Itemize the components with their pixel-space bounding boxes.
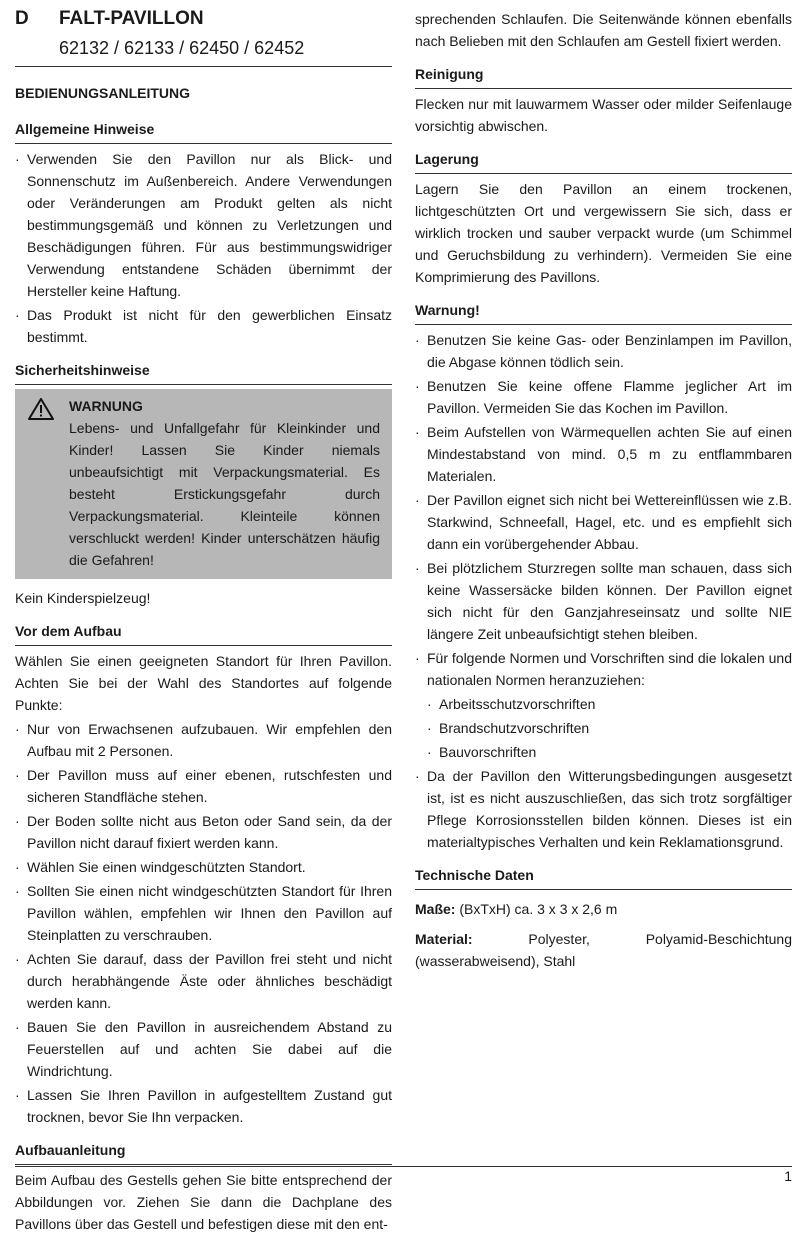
list-item: · Achten Sie darauf, dass der Pavillon frei steht und nicht durch herabhängende Äste oder ähnliches beschädigt werden kann.: [15, 948, 392, 1014]
storage-text: Lagern Sie den Pavillon an einem trockenen, lichtgeschützten Ort und vergewissern Sie sich, dass er wirklich trocken und sauber verpackt wurde (um Schimmel und Geruchsbildung zu verhindern). Vermeiden Sie eine Komprimierung des Pavillons.: [415, 181, 792, 285]
storage-section: [415, 149, 792, 288]
list-item: · Verwenden Sie den Pavillon nur als Blick- und Sonnenschutz im Außenbereich. Andere Verwendungen oder Veränderungen am Produkt gelten als nicht bestimmungsgemäß und können zu Verletzungen und Beschädigungen führen. Für aus bestimmungswidriger Verwendung entstandene Schäden übernimmt der Hersteller keine Haftung.: [15, 148, 392, 302]
warning-title: WARNUNG: [69, 398, 143, 414]
assembly-text: Beim Aufbau des Gestells gehen Sie bitte entsprechend der Abbildungen vor. Ziehen Sie dann die Dachplane des Pavillons über das Gestell und befestigen diese mit den ent-: [15, 1172, 392, 1232]
list-item: · Bauen Sie den Pavillon in ausreichendem Abstand zu Feuerstellen auf und achten Sie dabei auf die Windrichtung.: [15, 1016, 392, 1082]
general-list: [15, 148, 392, 348]
list-item: · Das Produkt ist nicht für den gewerblichen Einsatz bestimmt.: [15, 304, 392, 348]
header-rule: [15, 66, 392, 67]
list-item: · Benutzen Sie keine Gas- oder Benzinlampen im Pavillon, die Abgase können tödlich sein.: [415, 329, 792, 373]
cleaning-heading: Reinigung: [415, 64, 792, 89]
language-code: D: [15, 8, 29, 29]
list-item: · Benutzen Sie keine offene Flamme jeglicher Art im Pavillon. Vermeiden Sie das Kochen im Pavillon.: [415, 375, 792, 419]
cleaning-text: Flecken nur mit lauwarmem Wasser oder milder Seifenlauge vorsichtig abwischen.: [415, 96, 792, 134]
list-item: · Lassen Sie Ihren Pavillon in aufgestelltem Zustand gut trocknen, bevor Sie Ihn verpacken.: [15, 1084, 392, 1128]
page-number: 1: [784, 1168, 792, 1184]
general-section: [15, 119, 392, 348]
right-column: [415, 8, 792, 972]
dimensions-label: Maße:: [415, 901, 456, 917]
warning-heading: Warnung!: [415, 300, 792, 325]
list-item: · Nur von Erwachsenen aufzubauen. Wir empfehlen den Aufbau mit 2 Personen.: [15, 718, 392, 762]
document-title: BEDIENUNGSANLEITUNG: [15, 85, 191, 101]
warning-sub-list: [415, 693, 792, 763]
list-item: · Der Pavillon eignet sich nicht bei Wettereinflüssen wie z.B. Starkwind, Schneefall, Hagel, etc. und es empfiehlt sich dann ein vorübergehender Abbau.: [415, 489, 792, 555]
before-section: [15, 621, 392, 1128]
assembly-text-continued: sprechenden Schlaufen. Die Seitenwände können ebenfalls nach Belieben mit den Schlaufen am Gestell fixiert werden.: [415, 11, 792, 49]
left-column: [15, 8, 392, 1235]
list-item: · Sollten Sie einen nicht windgeschützten Standort für Ihren Pavillon wählen, empfehlen wir Ihnen den Pavillon auf Steinplatten zu verschrauben.: [15, 880, 392, 946]
warning-section: [415, 300, 792, 853]
footer-rule: [15, 1166, 792, 1167]
tech-section: [415, 865, 792, 972]
general-heading: Allgemeine Hinweise: [15, 119, 392, 144]
safety-note: Kein Kinderspielzeug!: [15, 590, 151, 606]
assembly-section: [15, 1140, 392, 1235]
list-item: · Der Pavillon muss auf einer ebenen, rutschfesten und sicheren Standfläche stehen.: [15, 764, 392, 808]
warning-list: [415, 329, 792, 691]
list-item: · Brandschutzvorschriften: [427, 717, 792, 739]
before-intro: Wählen Sie einen geeigneten Standort für Ihren Pavillon. Achten Sie bei der Wahl des Standortes auf folgende Punkte:: [15, 653, 392, 713]
before-list: [15, 718, 392, 1128]
cleaning-section: [415, 64, 792, 137]
safety-heading: Sicherheitshinweise: [15, 360, 392, 385]
warning-triangle-icon: [27, 395, 69, 571]
assembly-heading: Aufbauanleitung: [15, 1140, 392, 1165]
material-label: Material:: [415, 931, 473, 947]
dimensions-value: (BxTxH) ca. 3 x 3 x 2,6 m: [459, 901, 618, 917]
safety-section: [15, 360, 392, 609]
product-title: FALT-PAVILLON: [59, 8, 204, 29]
list-item: · Da der Pavillon den Witterungsbedingungen ausgesetzt ist, ist es nicht auszuschließen, das sich trotz sorgfältiger Pflege Korrosionsstellen bilden können. Dieses ist ein materialtypisches Verhalten und kein Reklamationsgrund.: [415, 765, 792, 853]
storage-heading: Lagerung: [415, 149, 792, 174]
list-item: · Bei plötzlichem Sturzregen sollte man schauen, dass sich keine Wassersäcke bilden können. Der Pavillon eignet sich nicht für den Ganzjahreseinsatz und sollte NIE längere Zeit unbeaufsichtigt stehen bleiben.: [415, 557, 792, 645]
material-row: [415, 928, 792, 972]
list-item: · Beim Aufstellen von Wärmequellen achten Sie auf einen Mindestabstand von mind. 0,5 m zu entflammbaren Materialen.: [415, 421, 792, 487]
warning-box: [15, 389, 392, 579]
material-value: Polyester, Polyamid-Beschichtung (wasserabweisend), Stahl: [415, 931, 792, 969]
list-item: · Arbeitsschutzvorschriften: [427, 693, 792, 715]
list-item: · Für folgende Normen und Vorschriften sind die lokalen und nationalen Normen heranzuziehen:: [415, 647, 792, 691]
before-heading: Vor dem Aufbau: [15, 621, 392, 646]
dimensions-row: [415, 898, 792, 920]
warning-text: Lebens- und Unfallgefahr für Kleinkinder und Kinder! Lassen Sie Kinder niemals unbeaufsichtigt mit Verpackungsmaterial. Es besteht Erstickungsgefahr durch Verpackungsmaterial. Kleinteile können verschluckt werden! Kinder unterschätzen häufig die Gefahren!: [69, 420, 380, 568]
model-numbers: 62132 / 62133 / 62450 / 62452: [59, 38, 305, 58]
list-item: · Bauvorschriften: [427, 741, 792, 763]
header: [15, 8, 392, 30]
tech-heading: Technische Daten: [415, 865, 792, 890]
warning-list-end: [415, 765, 792, 853]
list-item: · Wählen Sie einen windgeschützten Standort.: [15, 856, 392, 878]
list-item: · Der Boden sollte nicht aus Beton oder Sand sein, da der Pavillon nicht darauf fixiert werden kann.: [15, 810, 392, 854]
